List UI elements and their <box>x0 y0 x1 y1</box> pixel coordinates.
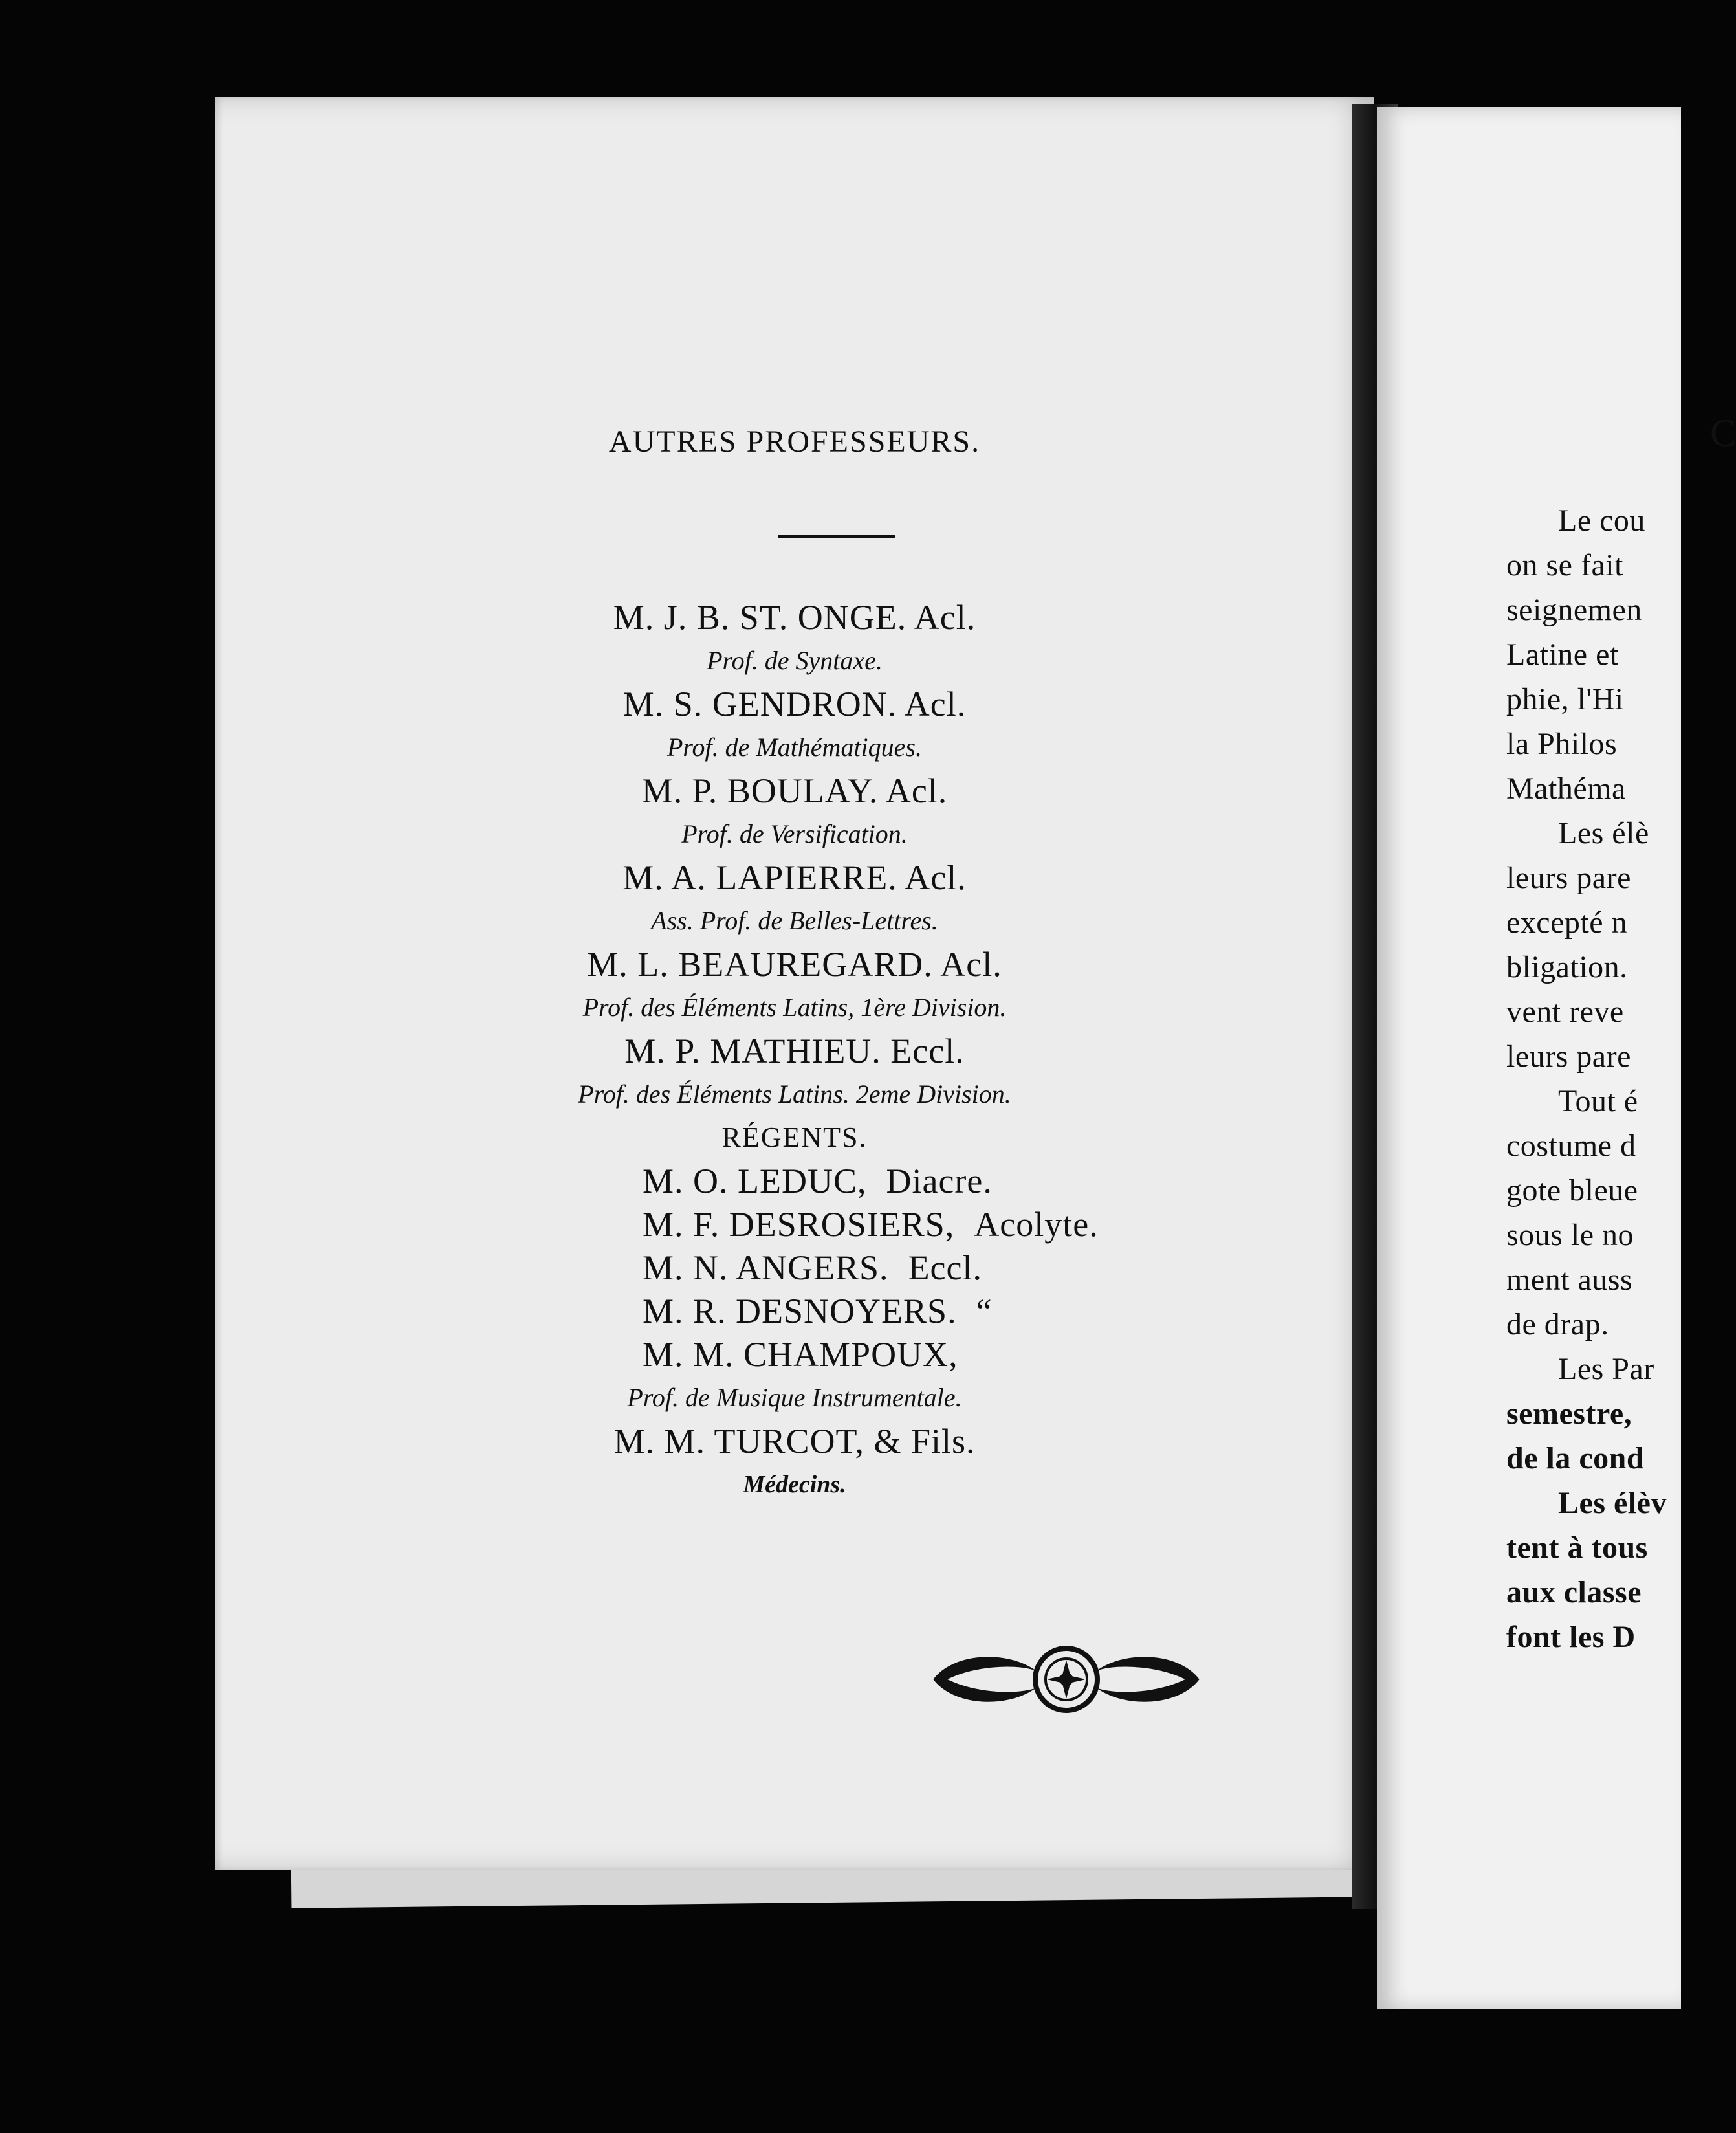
staff-row <box>215 725 1374 769</box>
regent-name: M. R. DESNOYERS. <box>643 1291 957 1331</box>
right-page-line: seignemen <box>1506 593 1642 627</box>
regent-title: Acolyte. <box>974 1204 1099 1244</box>
staff-name: M. L. BEAUREGARD. Acl. <box>587 944 1002 984</box>
right-page-line: ment auss <box>1506 1263 1633 1297</box>
closing-row <box>215 1419 1374 1463</box>
staff-row <box>215 769 1374 812</box>
regent-name: M. N. ANGERS. <box>643 1248 889 1287</box>
regent-name: M. M. CHAMPOUX, <box>643 1334 958 1374</box>
right-page-line: leurs pare <box>1506 861 1631 895</box>
staff-section: RÉGENTS. <box>721 1122 868 1153</box>
page-heading: AUTRES PROFESSEURS. <box>608 425 981 459</box>
regent-title: Eccl. <box>908 1248 982 1287</box>
right-page-line: on se fait <box>1506 548 1623 582</box>
closing-role: Prof. de Musique Instrumentale. <box>627 1383 962 1412</box>
right-page-line: Les élè <box>1558 816 1649 850</box>
right-page-line: tent à tous <box>1506 1531 1648 1565</box>
staff-list <box>215 595 1374 1506</box>
staff-role: Prof. de Syntaxe. <box>707 646 883 675</box>
staff-role: Prof. des Éléments Latins, 1ère Division. <box>582 993 1007 1022</box>
staff-row <box>215 639 1374 682</box>
right-page-line: de drap. <box>1506 1307 1609 1342</box>
staff-row <box>215 812 1374 856</box>
right-page-heading-fragment: C <box>1710 412 1736 454</box>
decorative-ornament <box>927 1644 1205 1715</box>
staff-name: M. S. GENDRON. Acl. <box>622 684 967 724</box>
regent-title: Diacre. <box>886 1161 993 1200</box>
right-page-line: Les élèv <box>1558 1486 1667 1520</box>
staff-role: Prof. de Mathématiques. <box>666 733 922 762</box>
right-page-line: la Philos <box>1506 727 1618 761</box>
right-page-line: de la cond <box>1506 1441 1645 1475</box>
regent-name: M. F. DESROSIERS, <box>643 1204 955 1244</box>
staff-name: M. A. LAPIERRE. Acl. <box>622 857 967 897</box>
right-page-text <box>1377 498 1713 1659</box>
staff-role: Ass. Prof. de Belles-Lettres. <box>651 906 938 935</box>
right-page-line: gote bleue <box>1506 1173 1638 1208</box>
regent-row <box>215 1332 1374 1376</box>
closing-row <box>215 1463 1374 1506</box>
right-page-line: Les Par <box>1558 1352 1654 1386</box>
right-page-line: sous le no <box>1506 1218 1634 1252</box>
right-page-line: Mathéma <box>1506 771 1626 806</box>
staff-row <box>215 1029 1374 1072</box>
right-page-line: phie, l'Hi <box>1506 682 1624 716</box>
closing-name: M. M. TURCOT, & Fils. <box>613 1421 976 1461</box>
staff-row <box>215 986 1374 1029</box>
staff-row <box>215 1072 1374 1116</box>
right-page-line: bligation. <box>1506 950 1628 984</box>
closing-sub: Médecins. <box>743 1470 846 1498</box>
right-page-line: Latine et <box>1506 637 1619 672</box>
staff-row <box>215 682 1374 725</box>
right-page-line: vent reve <box>1506 995 1624 1029</box>
left-page <box>215 97 1374 1870</box>
regent-title: “ <box>976 1291 993 1331</box>
right-page-line: leurs pare <box>1506 1039 1631 1074</box>
regent-row <box>215 1202 1374 1246</box>
right-page-line: semestre, <box>1506 1397 1632 1431</box>
closing-row <box>215 1376 1374 1419</box>
staff-role: Prof. de Versification. <box>681 819 908 848</box>
heading-rule <box>778 535 895 538</box>
right-page <box>1377 107 1736 2009</box>
staff-name: M. P. MATHIEU. Eccl. <box>624 1031 965 1070</box>
staff-row <box>215 899 1374 942</box>
staff-name: M. J. B. ST. ONGE. Acl. <box>613 597 976 637</box>
right-page-line: aux classe <box>1506 1575 1642 1609</box>
staff-row <box>215 1116 1374 1159</box>
regent-name: M. O. LEDUC, <box>643 1161 867 1200</box>
staff-name: M. P. BOULAY. Acl. <box>641 771 948 810</box>
staff-row <box>215 856 1374 899</box>
right-page-line: excepté n <box>1506 905 1628 940</box>
regent-row <box>215 1159 1374 1202</box>
staff-row <box>215 595 1374 639</box>
right-page-line: costume d <box>1506 1129 1636 1163</box>
regent-row <box>215 1289 1374 1332</box>
regent-row <box>215 1246 1374 1289</box>
right-page-line: Le cou <box>1558 503 1645 538</box>
right-page-line: Tout é <box>1558 1084 1638 1118</box>
staff-role: Prof. des Éléments Latins. 2eme Division. <box>578 1079 1011 1109</box>
staff-row <box>215 942 1374 986</box>
right-page-line: font les D <box>1506 1620 1636 1654</box>
